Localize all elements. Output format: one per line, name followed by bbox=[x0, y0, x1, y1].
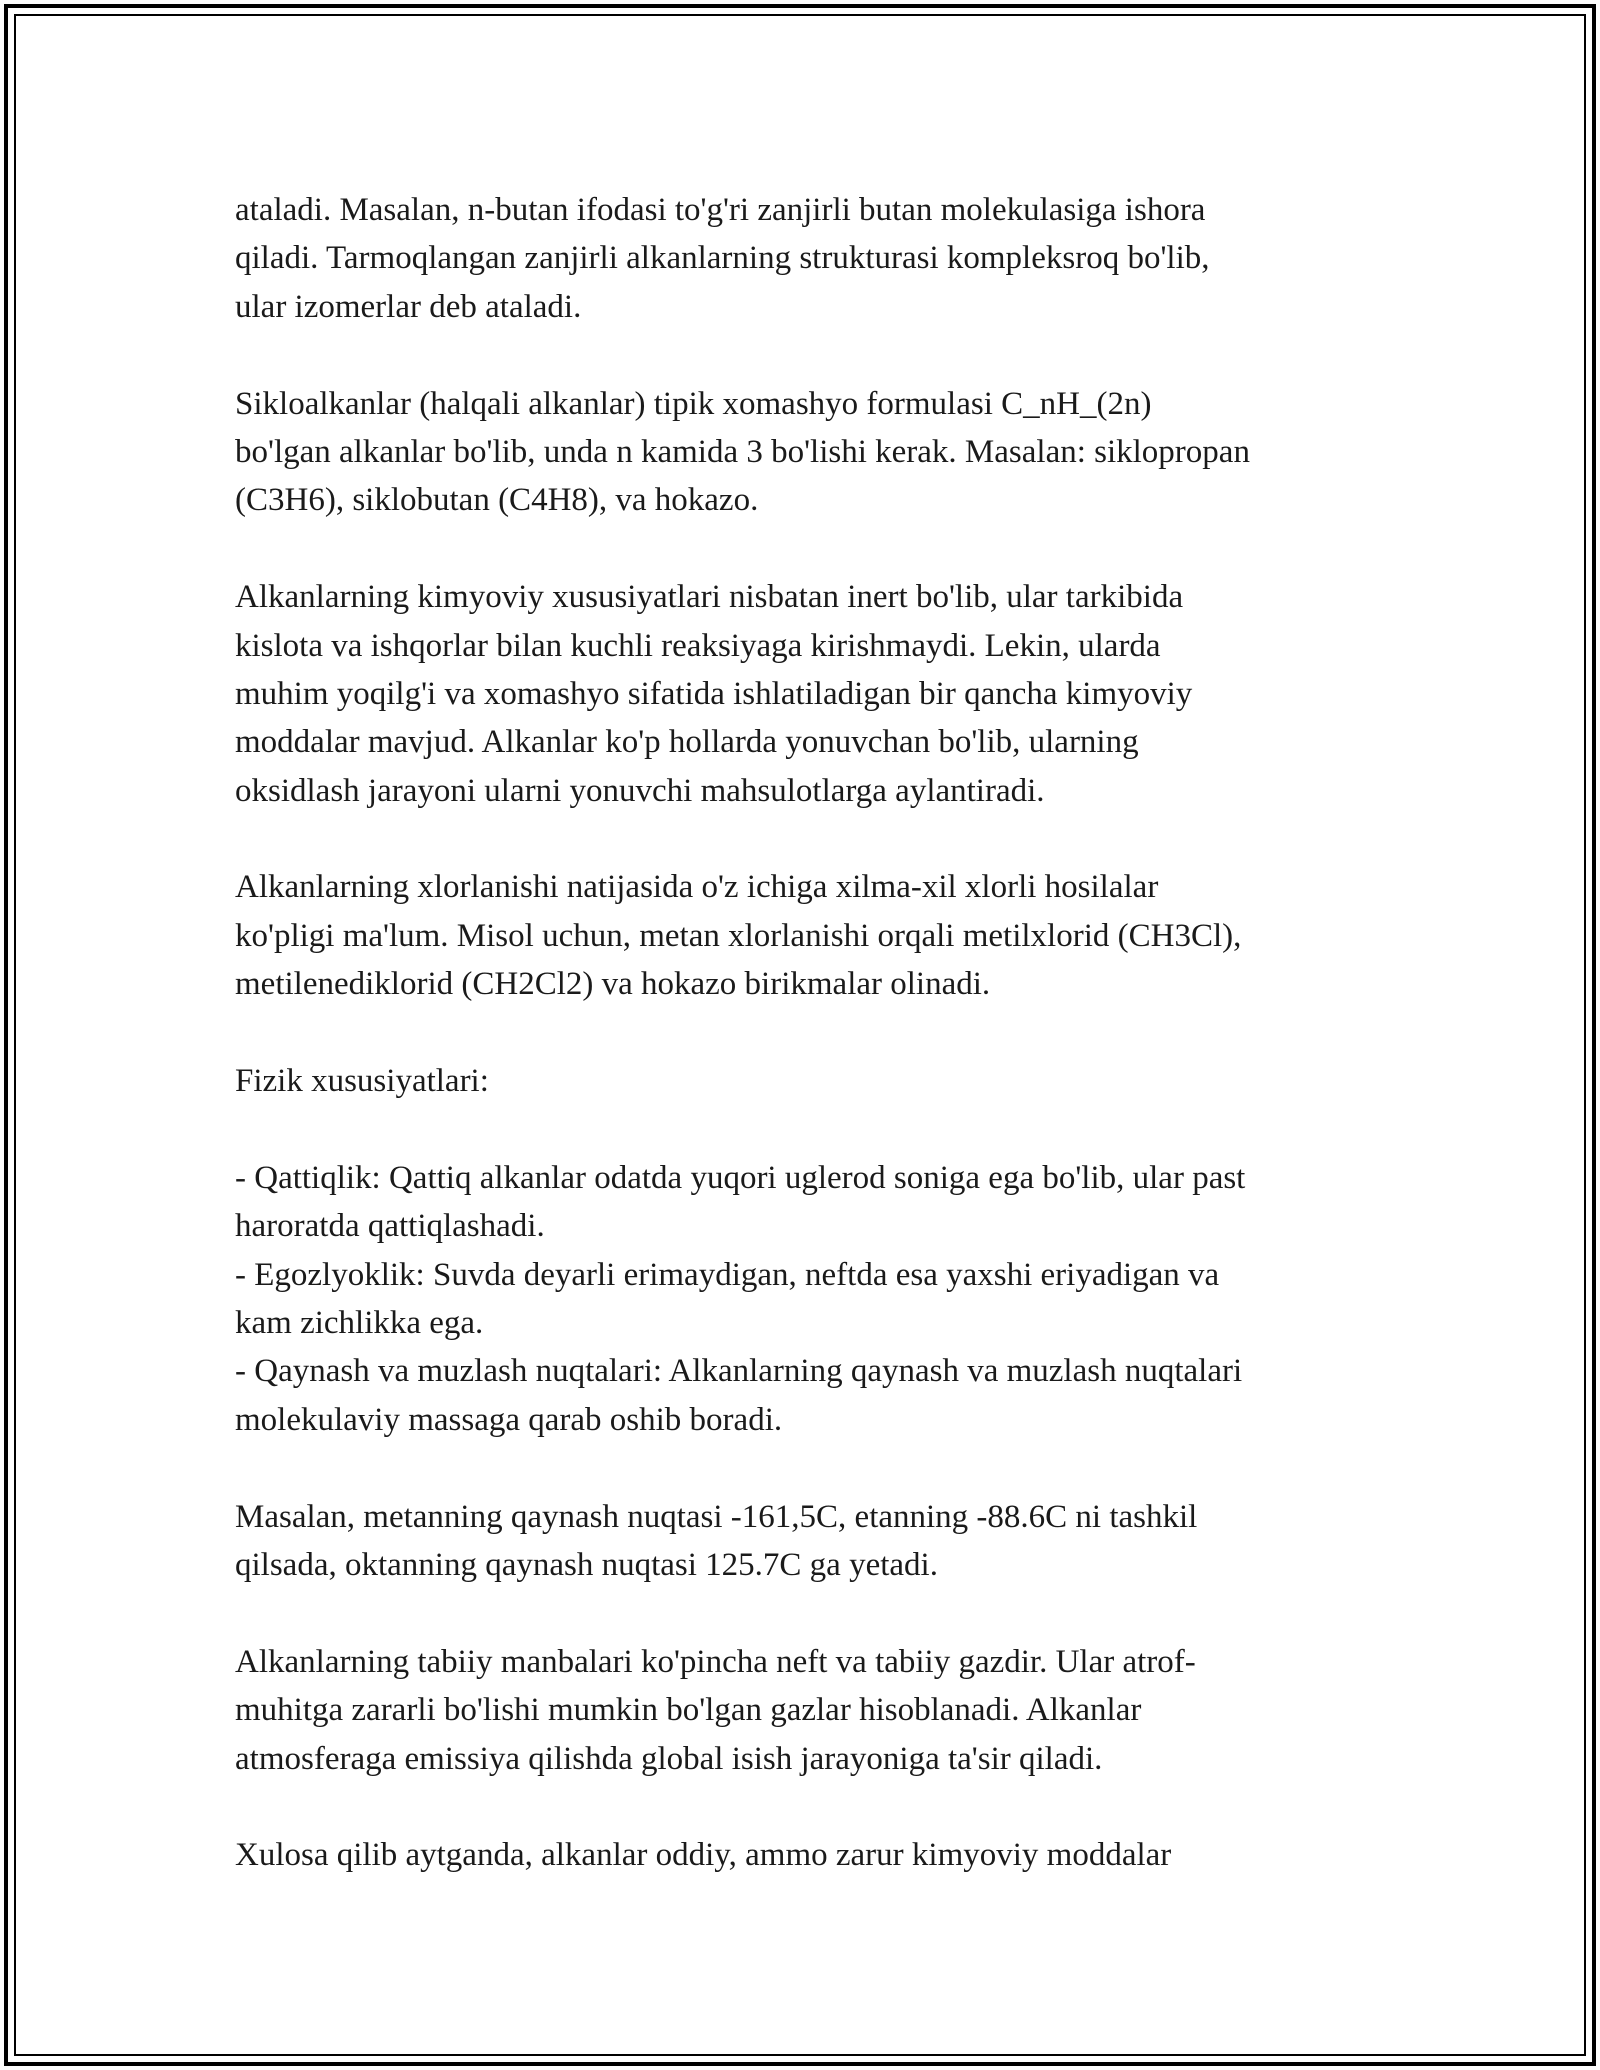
text-line: qiladi. Tarmoqlangan zanjirli alkanlarning strukturasi kompleksroq bo'lib, bbox=[235, 240, 1210, 277]
text-line: Alkanlarning tabiiy manbalari ko'pincha neft va tabiiy gazdir. Ular atrof- bbox=[235, 1643, 1196, 1680]
paragraph bbox=[235, 573, 1375, 815]
text-line: atmosferaga emissiya qilishda global isish jarayoniga ta'sir qiladi. bbox=[235, 1740, 1103, 1777]
text-line: qilsada, oktanning qaynash nuqtasi 125.7C ga yetadi. bbox=[235, 1546, 938, 1583]
text-line: Alkanlarning xlorlanishi natijasida o'z ichiga xilma-xil xlorli hosilalar bbox=[235, 869, 1159, 906]
text-line: moddalar mavjud. Alkanlar ko'p hollarda yonuvchan bo'lib, ularning bbox=[235, 724, 1139, 761]
paragraph bbox=[235, 1638, 1375, 1783]
text-line: Fizik xususiyatlari: bbox=[235, 1063, 489, 1100]
text-line: Alkanlarning kimyoviy xususiyatlari nisbatan inert bo'lib, ular tarkibida bbox=[235, 579, 1184, 616]
text-line: molekulaviy massaga qarab oshib boradi. bbox=[235, 1401, 783, 1438]
document-body bbox=[235, 186, 1375, 1880]
paragraph bbox=[235, 1154, 1375, 1444]
paragraph bbox=[235, 1493, 1375, 1590]
text-line: bo'lgan alkanlar bo'lib, unda n kamida 3 bo'lishi kerak. Masalan: siklopropan bbox=[235, 433, 1250, 470]
paragraph bbox=[235, 1831, 1375, 1879]
text-line: muhim yoqilg'i va xomashyo sifatida ishlatiladigan bir qancha kimyoviy bbox=[235, 675, 1193, 712]
paragraph-spacer bbox=[235, 1783, 1375, 1831]
text-line: haroratda qattiqlashadi. bbox=[235, 1208, 545, 1245]
paragraph bbox=[235, 186, 1375, 331]
text-line: metilenediklorid (CH2Cl2) va hokazo birikmalar olinadi. bbox=[235, 966, 991, 1003]
paragraph bbox=[235, 380, 1375, 525]
paragraph-spacer bbox=[235, 1105, 1375, 1153]
text-line: - Qaynash va muzlash nuqtalari: Alkanlarning qaynash va muzlash nuqtalari bbox=[235, 1353, 1243, 1390]
paragraph bbox=[235, 1057, 1375, 1105]
paragraph-spacer bbox=[235, 331, 1375, 379]
paragraph-spacer bbox=[235, 1444, 1375, 1492]
text-line: - Egozlyoklik: Suvda deyarli erimaydigan, neftda esa yaxshi eriyadigan va bbox=[235, 1256, 1220, 1293]
text-line: ular izomerlar deb ataladi. bbox=[235, 288, 582, 325]
text-line: - Qattiqlik: Qattiq alkanlar odatda yuqori uglerod soniga ega bo'lib, ular past bbox=[235, 1159, 1246, 1196]
paragraph-spacer bbox=[235, 525, 1375, 573]
text-line: Masalan, metanning qaynash nuqtasi -161,5C, etanning -88.6C ni tashkil bbox=[235, 1498, 1198, 1535]
text-line: ataladi. Masalan, n-butan ifodasi to'g'ri zanjirli butan molekulasiga ishora bbox=[235, 192, 1206, 228]
text-line: (C3H6), siklobutan (C4H8), va hokazo. bbox=[235, 482, 759, 519]
paragraph-spacer bbox=[235, 1009, 1375, 1057]
paragraph bbox=[235, 863, 1375, 1008]
paragraph-spacer bbox=[235, 1589, 1375, 1637]
text-line: muhitga zararli bo'lishi mumkin bo'lgan gazlar hisoblanadi. Alkanlar bbox=[235, 1692, 1142, 1729]
text-line: Xulosa qilib aytganda, alkanlar oddiy, ammo zarur kimyoviy moddalar bbox=[235, 1837, 1172, 1874]
text-line: kislota va ishqorlar bilan kuchli reaksiyaga kirishmaydi. Lekin, ularda bbox=[235, 627, 1161, 664]
text-line: Sikloalkanlar (halqali alkanlar) tipik xomashyo formulasi C_nH_(2n) bbox=[235, 385, 1152, 422]
text-line: oksidlash jarayoni ularni yonuvchi mahsulotlarga aylantiradi. bbox=[235, 772, 1045, 809]
paragraph-spacer bbox=[235, 815, 1375, 863]
text-line: ko'pligi ma'lum. Misol uchun, metan xlorlanishi orqali metilxlorid (CH3Cl), bbox=[235, 917, 1242, 954]
text-line: kam zichlikka ega. bbox=[235, 1304, 484, 1341]
